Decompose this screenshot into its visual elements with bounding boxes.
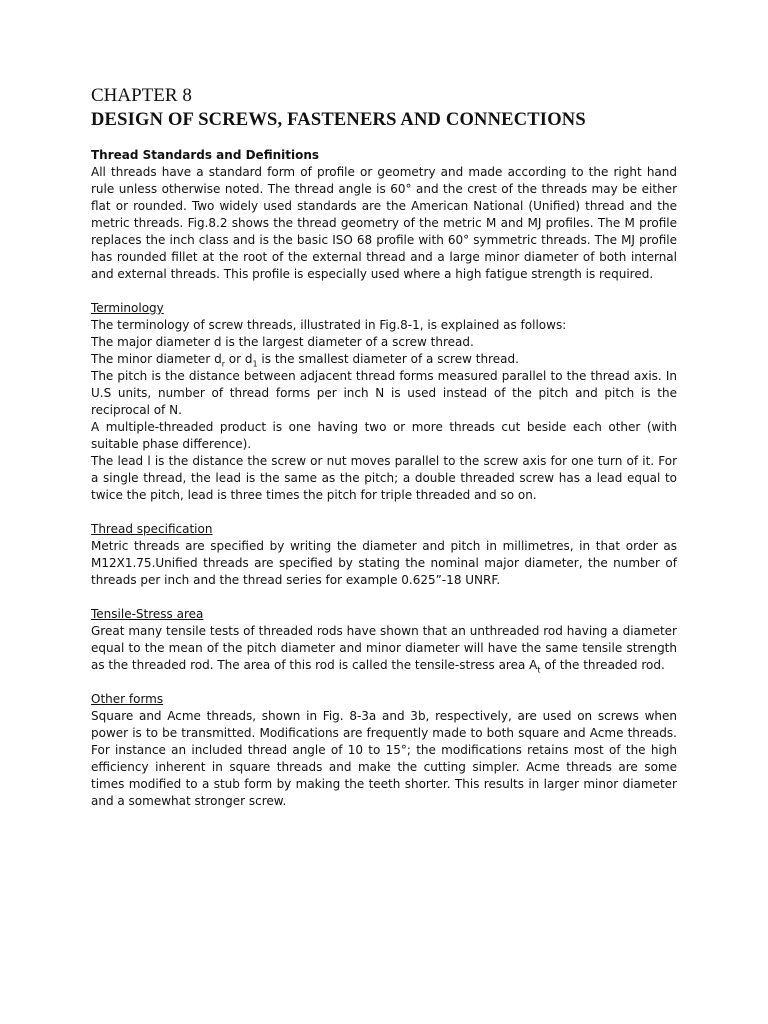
- section-thread-standards: [91, 147, 677, 283]
- minor-subscript-1: 1: [252, 359, 258, 369]
- major-diameter-definition: The major diameter d is the largest diameter of a screw thread.: [91, 335, 474, 349]
- section-thread-specification: [91, 521, 677, 589]
- tensile-text-b: of the threaded rod.: [540, 658, 665, 672]
- section-heading: Thread Standards and Definitions: [91, 148, 320, 162]
- multiple-thread-definition: A multiple-threaded product is one having two or more threads cut beside each other (with suitable phase difference).: [91, 420, 677, 451]
- chapter-label: CHAPTER 8: [91, 85, 192, 106]
- section-body: All threads have a standard form of profile or geometry and made according to the right hand rule unless otherwise noted. The thread angle is 60° and the crest of the threads may be either flat or rounded. Two widely used standards are the American National (Unified) thread and the metric threads. Fig.8.2 shows the thread geometry of the metric M and MJ profiles. The M profile replaces the inch class and is the basic ISO 68 profile with 60° symmetric threads. The MJ profile has rounded fillet at the root of the external thread and a large minor diameter of both internal and external threads. This profile is especially used where a high fatigue strength is required.: [91, 165, 677, 281]
- section-heading: Other forms: [91, 692, 164, 706]
- minor-text-b: or d: [224, 352, 253, 366]
- terminology-intro: The terminology of screw threads, illustrated in Fig.8-1, is explained as follows:: [91, 318, 567, 332]
- section-terminology: [91, 300, 677, 504]
- section-heading: Thread specification: [91, 522, 213, 536]
- section-body: [91, 623, 677, 674]
- section-other-forms: [91, 691, 677, 810]
- section-heading: Tensile-Stress area: [91, 607, 204, 621]
- minor-diameter-definition: [91, 351, 677, 368]
- section-tensile-stress-area: [91, 606, 677, 674]
- pitch-definition: The pitch is the distance between adjacent thread forms measured parallel to the thread axis. In U.S units, number of thread forms per inch N is used instead of the pitch and pitch is the reciprocal of N.: [91, 369, 677, 417]
- tensile-subscript-t: t: [537, 665, 541, 675]
- document-page: [91, 84, 677, 827]
- minor-text-a: The minor diameter d: [91, 352, 222, 366]
- minor-subscript-r: r: [221, 359, 225, 369]
- section-body: Metric threads are specified by writing the diameter and pitch in millimetres, in that order as M12X1.75.Unified threads are specified by stating the nominal major diameter, the number of threads per inch and the thread series for example 0.625”-18 UNRF.: [91, 539, 677, 587]
- tensile-text-a: Great many tensile tests of threaded rods have shown that an unthreaded rod having a diameter equal to the mean of the pitch diameter and minor diameter will have the same tensile strength as the threaded rod. The area of this rod is called the tensile-stress area A: [91, 624, 677, 672]
- chapter-title: DESIGN OF SCREWS, FASTENERS AND CONNECTIONS: [91, 110, 586, 130]
- section-body: Square and Acme threads, shown in Fig. 8-3a and 3b, respectively, are used on screws when power is to be transmitted. Modifications are frequently made to both square and Acme threads. For instance an included thread angle of 10 to 15°; the modifications retains most of the high efficiency inherent in square threads and make the cutting simpler. Acme threads are some times modified to a stub form by making the teeth shorter. This results in larger minor diameter and a somewhat stronger screw.: [91, 709, 677, 808]
- section-heading: Terminology: [91, 301, 164, 315]
- minor-text-c: is the smallest diameter of a screw thread.: [257, 352, 519, 366]
- lead-definition: The lead l is the distance the screw or nut moves parallel to the screw axis for one turn of it. For a single thread, the lead is the same as the pitch; a double threaded screw has a lead equal to twice the pitch, lead is three times the pitch for triple threaded and so on.: [91, 454, 677, 502]
